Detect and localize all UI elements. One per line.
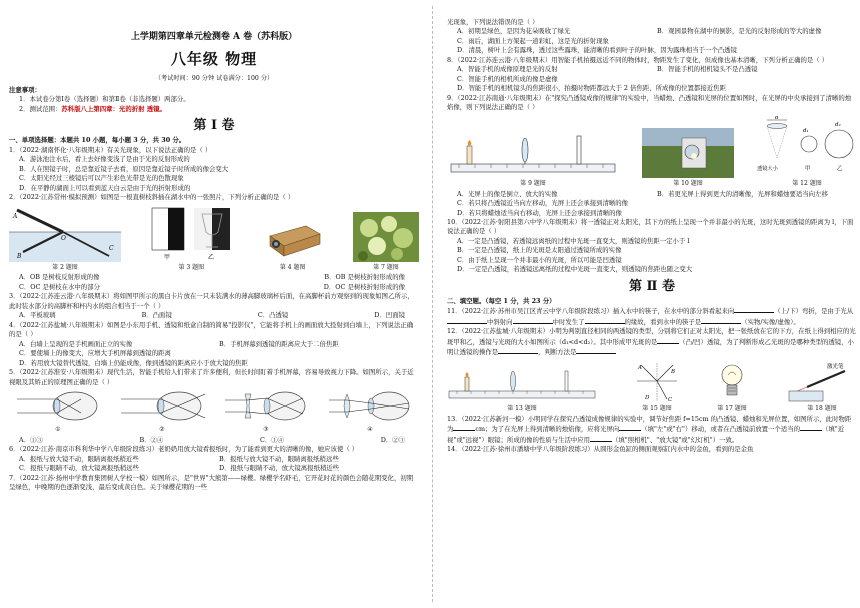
label-15-b: B — [671, 368, 676, 375]
light-spot-diagram — [757, 116, 857, 178]
q9-option-a: A．光屏上的像是倒立、放大的实像 — [457, 189, 558, 198]
q3-options — [9, 311, 419, 320]
q2-options-2 — [9, 283, 419, 292]
caption-fig3: 第 3 题图 — [178, 263, 205, 271]
question-8: 8．（2022·江苏连云港·八年级期末）用智能手机拍摄远近不同的物体时，物距发生了变化，但成像也基本清晰，下列分析正确的是（ ） — [447, 55, 829, 64]
optical-bench-diagram — [447, 128, 619, 178]
label-spot-jia: 甲 — [805, 165, 811, 172]
eye-diagram-4 — [327, 390, 413, 435]
label-d1: d₁ — [803, 127, 809, 134]
q3-option-b: B．凸面镜 — [141, 311, 172, 320]
q4-option-a: A．白墙上呈现的是手机画面正立的实像 — [19, 339, 133, 348]
label-o: O — [61, 234, 66, 242]
label-b: B — [17, 252, 22, 260]
figure-row-right-2 — [447, 361, 857, 414]
q3-option-a: A．平板玻璃 — [19, 311, 56, 320]
lens-outdoor-photo — [642, 128, 734, 178]
note-1: 1．本试卷分第Ⅰ卷（选择题）和第Ⅱ卷（非选择题）两部分。 — [19, 95, 190, 104]
exam-title: 上学期第四章单元检测卷 A 卷（苏科版） — [130, 32, 298, 42]
question-9: 9．（2022·江苏南通·八年级期末）在"探究凸透镜成像的规律"的实验中，当蜡烛、凸透镜和光屏的位置如图时，在光屏的中央承接到了清晰的烛焰像，则下列说法正确的是（ ） — [447, 93, 852, 112]
q2-option-a: A．OB 是树枝反射形成的像 — [19, 273, 100, 282]
note-2 — [9, 105, 419, 114]
question-3: 3．（2022·江苏连云港·八年级期末）将如图甲所示的黑白卡片放在一只未装满水的薄高脚玻璃杯后面，在高脚杯前方观察到的现象如图乙所示，此时装水部分的高脚杯和杯内水的组合相当于一个（ ） — [9, 292, 414, 310]
note-2-prefix: 2．测试范围： — [19, 104, 62, 113]
exam-info: （考试时间：90 分钟 试卷满分：100 分） — [154, 74, 274, 82]
q7-option-d: D．清晨，树叶上会有露珠，透过这些露珠，能清晰的看到叶子的叶脉，因为露珠相当于一个凸透镜 — [457, 46, 737, 55]
q3-option-c: C．凸透镜 — [257, 311, 289, 320]
caption-fig13: 第 13 题图 — [507, 404, 537, 412]
branch-in-water-diagram — [9, 206, 121, 262]
figure-q2 — [9, 206, 121, 273]
q10-option-c: C．由于纸上呈现一个并非最小的光斑，所以可能是凹透镜 — [457, 255, 622, 264]
caption-fig15: 第 15 题图 — [642, 404, 672, 412]
eye-label-2: ② — [159, 426, 165, 434]
q6-option-d: D．报纸与眼睛不动，放大镜离报纸稍近些 — [219, 464, 340, 473]
label-laser-pointer: 激光笔 — [827, 363, 844, 370]
question-12: 12．（2022·江苏盐城·八年级期末）小明为判别直径相同的两透镜的类型，分别将它们正对太阳光，把一张纸放在它的下方，在纸上得到相应的光斑甲和乙，透镜与光斑的大小如图所示（d₁<d<d₂）。其中形成甲光斑的是 （凸/凹）透镜，为了判断形成乙光斑的是哪种类型的透镜，小明让透镜的操作是 ，判断方法是 — [447, 327, 856, 357]
q6-option-b: B．报纸与放大镜不动，眼睛离报纸稍远些 — [219, 454, 339, 463]
q7-option-a: A．初期呈绿色，是因为花朵吸收了绿光 — [457, 27, 571, 36]
q12-blank-2[interactable] — [498, 347, 538, 354]
q9-option-d: D．若只将蜡烛适当向右移动，光屏上还会承接到清晰的像 — [457, 208, 622, 217]
figure-q18 — [787, 361, 857, 414]
label-c: C — [109, 244, 114, 252]
q6-option-c: C．报纸与眼睛不动，放大镜离报纸稍远些 — [19, 464, 139, 473]
volume-2-title: 第 Ⅱ 卷 — [628, 278, 675, 294]
eye-label-1: ① — [55, 426, 61, 434]
q1-option-c: C．太阳光经过三棱镜后可以产生彩色光带是光的色散现象 — [19, 174, 184, 183]
q13-blank-3[interactable] — [800, 424, 822, 431]
figure-q12 — [757, 116, 857, 189]
refraction-diagram — [637, 361, 677, 403]
figure-q9 — [447, 128, 619, 189]
q7-options-ab — [447, 27, 857, 36]
label-d2: d₂ — [835, 121, 841, 128]
question-11: 11．（2022·江苏·苏州市吴江区青云中学八年级阶段练习）插入水中的筷子，在水中的部分斜看起来向 （上/下）弯折，是由于光从中斜射向 中时发生了 的缘故，看到水中的筷子是 （实物/实像/虚像）。 — [447, 307, 854, 326]
label-15-c: C — [668, 396, 673, 403]
q3-option-d: D．凹面镜 — [374, 311, 405, 320]
q12-blank-1[interactable] — [657, 337, 679, 344]
q10-option-b: B．一定是凸透镜，纸上的光斑是太阳通过透镜所成的实像 — [457, 246, 622, 255]
q4-option-d: D．若用放大镜替代透镜，白墙上仍能成像，像到透镜的距离应小于放大镜的焦距 — [19, 358, 248, 367]
q8-option-b: B．智能手机的相机镜头不是凸透镜 — [657, 65, 758, 74]
label-yi: 乙 — [208, 253, 215, 261]
figure-q10 — [642, 128, 734, 189]
caption-fig4: 第 4 题图 — [279, 263, 306, 271]
figure-q17 — [717, 361, 747, 414]
eye-label-3: ③ — [263, 426, 269, 434]
question-7: 7．（2022·江苏·扬州中学教育集团树人学校一模）如图所示，是"世界"大熊第——绿樱。绿樱学名虾毛，它开花时花的颜色会随花期变化，初期呈绿色，中晚期的色逐渐变浅，最后变成黄白色。关于绿樱花期的一些 — [9, 473, 414, 492]
q4-option-c: C．要使墙上的像变大，应增大手机屏幕到透镜的距离 — [19, 349, 171, 358]
question-6: 6．（2022·江苏·南京市科利华中学八年级阶段练习）老奶奶用放大镜看报纸时，为了能看到更大的清晰的像，她应该使（ ） — [9, 445, 359, 454]
question-14: 14．（2022·江苏·徐州市潘塘中学八年级阶段练习）从圆形金鱼缸的侧面观察缸内水中的金鱼，看到的是金鱼 — [447, 445, 754, 454]
q2-option-c: C．OC 是树枝在水中的部分 — [19, 282, 100, 291]
q10-option-d: D．一定是凸透镜，若透镜远离纸的过程中光斑一直变大，则透镜的焦距也随之变大 — [457, 265, 693, 274]
q2-option-d: D．OC 是树枝折射形成的像 — [323, 282, 405, 291]
q13-blank-2[interactable] — [619, 424, 641, 431]
q13-blank-1[interactable] — [453, 424, 475, 431]
q1-option-b: B．人在照镜子时，总是靠近镜子去看，原因是靠近镜子时所成的像会变大 — [19, 164, 229, 173]
figure-q4 — [262, 212, 324, 273]
label-spot-yi: 乙 — [837, 165, 843, 172]
q2-options — [9, 273, 419, 282]
grade-title: 八年级 物理 — [170, 50, 258, 69]
caption-fig18: 第 18 题图 — [807, 404, 837, 412]
q8-options-ab — [447, 65, 857, 74]
question-13: 13．（2022·江苏新河一模）小明同学在探究凸透镜成像规律的实验中，调节好焦距 f=15cm 的凸透镜、蜡烛和光屏位置，如图所示，此时物距为 cm；为了在光屏上得到清晰的烛焰像，应将光屏向 （填"左"或"右"）移动，或者在凸透镜前放置一个适当的 （填"近视"或"远视"）眼镜；所成的像的性质与生活中应用 （填"照相机"、"放大镜"或"幻灯机"）一致。 — [447, 414, 852, 444]
q8-option-c: C．智能手机的相机所成的像是虚像 — [457, 74, 558, 83]
label-d: d — [775, 115, 779, 121]
caption-fig2: 第 2 题图 — [52, 263, 78, 271]
notes-heading: 注意事项： — [9, 85, 41, 94]
q12-blank-3[interactable] — [576, 347, 616, 354]
question-1: 1．（2022·湖南怀化·八年级期末）有关光现象，以下说法正确的是（ ） — [9, 145, 212, 154]
laser-pointer-diagram — [787, 361, 857, 403]
q6-option-a: A．报纸与放大镜不动，眼睛离报纸稍近些 — [19, 454, 139, 463]
eye-diagram-2 — [119, 390, 205, 435]
q11-blank-1[interactable] — [734, 306, 774, 313]
caption-fig17: 第 17 题图 — [717, 404, 747, 412]
column-divider — [432, 6, 433, 602]
eye-diagram-1 — [15, 390, 101, 435]
green-cherry-blossom-photo — [353, 212, 419, 262]
q9-options-ab — [447, 190, 857, 199]
q8-option-a: A．智能手机的成像原理是光的反射 — [457, 65, 558, 74]
q11-blank-5[interactable] — [701, 317, 741, 324]
question-7-continued: 光现象，下列说法错误的是（ ） — [447, 18, 539, 26]
question-4: 4．（2022·江苏盐城·八年级期末）如图是小东用手机、透镜和纸盒自制的简易"投影仪"，它能将手机上的画面放大投射到白墙上，下列说法正确的是（ ） — [9, 320, 414, 339]
section-2-heading: 二、填空题。（每空 1 分，共 23 分） — [447, 297, 556, 306]
q11-blank-2[interactable] — [447, 317, 487, 324]
label-a: A — [13, 212, 18, 220]
q13-blank-4[interactable] — [590, 435, 612, 442]
bulb-diagram — [717, 361, 747, 403]
eye-diagram-3 — [223, 390, 309, 435]
note-2-range: 苏科版八上第四章：光的折射 透镜。 — [61, 104, 166, 113]
q7-option-c: C．雨后，湖面上方架起一道彩虹，这是光的折射现象 — [457, 36, 609, 45]
q1-option-a: A．游泳池注水后，看上去好像变浅了是由于光的反射形成的 — [19, 155, 190, 164]
eye-diagrams — [9, 390, 419, 435]
q6-options — [9, 455, 419, 474]
q2-option-b: B．OB 是树枝折射形成的像 — [324, 273, 405, 282]
section-1-heading: 一、单项选择题：本题共 10 小题，每小题 3 分，共 30 分。 — [9, 136, 186, 145]
label-jia: 甲 — [164, 253, 171, 261]
q10-option-a: A．一定是凸透镜，若透镜远离纸的过程中光斑一直变大，则透镜的焦距一定小于 l — [457, 236, 690, 245]
q1-option-d: D．在平静的湖面上可以看到蓝天白云是由于光的折射形成的 — [19, 183, 191, 192]
figure-q13 — [447, 367, 597, 414]
label-lens-size: 透镜大小 — [757, 165, 778, 172]
box-projector-diagram — [262, 212, 324, 262]
q7-option-b: B．观园景物在湖中的倒影，是光的反射形成的等大的虚像 — [657, 27, 822, 36]
figure-q3 — [150, 206, 232, 273]
q11-blank-3[interactable] — [513, 317, 553, 324]
caption-fig9: 第 9 题图 — [520, 179, 546, 187]
caption-fig12: 第 12 题图 — [792, 179, 822, 187]
q9-option-b: B．若更光屏上得到更大的清晰像，光屏和蜡烛要适当向左移 — [657, 189, 828, 198]
q9-option-c: C．若只将凸透镜近当向左移动，光屏上还会承接到清晰的像 — [457, 199, 629, 208]
black-white-card-and-goblet — [150, 206, 232, 262]
q5-option-b: B．②④ — [139, 435, 164, 444]
q13-bench-diagram — [447, 367, 597, 403]
label-15-a: A — [638, 364, 642, 371]
caption-fig10: 第 10 题图 — [673, 179, 703, 187]
figure-q15 — [637, 361, 677, 414]
figure-q7 — [353, 212, 419, 273]
caption-fig7: 第 7 题图 — [373, 263, 399, 271]
eye-label-4: ④ — [367, 426, 373, 434]
question-10: 10．（2022·江苏·射阳县第六中学八年级期末）将一透镜正对太阳光，其下方的纸上呈现一个并非最小的光斑，这时光斑到透镜的距离为 l，下面说法正确的是（ ） — [447, 217, 854, 236]
volume-1-title: 第 Ⅰ 卷 — [193, 118, 235, 134]
figure-row-1 — [9, 206, 419, 273]
q5-option-c: C．①④ — [259, 435, 285, 444]
q4-option-b: B．手机屏幕到透镜的距离应大于二倍焦距 — [219, 339, 339, 348]
label-15-d: D — [645, 394, 650, 401]
left-column — [9, 0, 419, 608]
q11-blank-4[interactable] — [585, 317, 625, 324]
figure-row-right-1 — [447, 116, 857, 189]
q4-options — [9, 340, 419, 349]
q5-option-a: A．①③ — [19, 435, 43, 444]
q8-option-d: D．智能手机的相机镜头的焦距很小，拍摄时物距都远大于 2 倍焦距，所成像的位置都接近焦距 — [457, 84, 726, 93]
question-5: 5．（2022·江苏淮安·八年级期末）现代生活，智能手机给人们带来了许多便利，但长时间盯着手机屏幕，容易导致视力下降。如图所示，关于近视眼及其矫正的原理图正确的是（ ） — [9, 368, 414, 386]
q5-option-d: D．②③ — [380, 435, 405, 444]
question-2: 2．（2022·江苏常州·模拟预测）如图是一根直树枝斜插在湖水中的一张照片，下列分析正确的是（ ） — [9, 193, 295, 202]
right-column — [447, 0, 857, 608]
